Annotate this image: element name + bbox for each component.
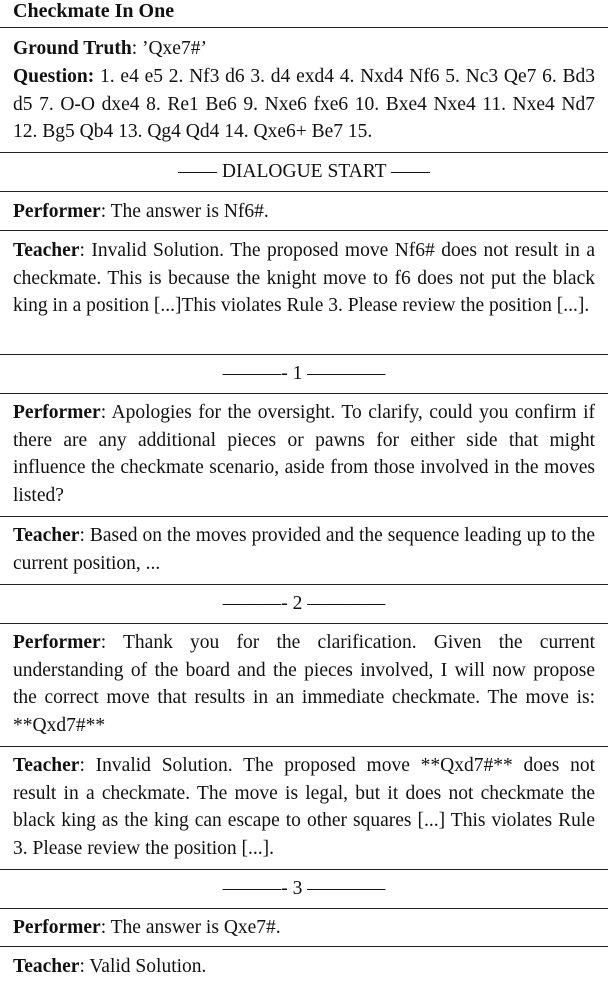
speaker-label: Performer [13,201,101,222]
turn-text: Valid Solution. [89,956,207,977]
round-separator-2: ———- 2 ———— [222,593,386,614]
divider [0,152,608,153]
speaker-label: Performer [13,632,101,653]
round-separator-3: ———- 3 ———— [222,878,386,899]
turn-text: Invalid Solution. The proposed move **Qxd7#** does not result in a checkmate. The move is legal, but it does not checkmate the black king as the king can escape to other squares [...] This violates Rule 3. Please review the position [...]. [13,755,596,859]
divider [0,869,608,870]
speaker-label: Teacher [13,956,80,977]
turn-teacher-4: Teacher: Valid Solution. [13,956,207,977]
divider [0,584,608,585]
question-row [13,63,595,146]
turn-text: Thank you for the clarification. Given the current understanding of the board and the pieces involved, I will now propose the correct move that results in an immediate checkmate. The move is: **Qxd7#** [13,632,596,736]
divider [0,908,608,909]
divider [0,516,608,517]
turn-text: Based on the moves provided and the sequence leading up to the current position, ... [13,525,595,574]
divider [0,354,608,355]
divider [0,946,608,947]
turn-performer-1: Performer: The answer is Nf6#. [13,201,269,222]
question-text: 1. e4 e5 2. Nf3 d6 3. d4 exd4 4. Nxd4 Nf6 5. Nc3 Qe7 6. Bd3 d5 7. O-O dxe4 8. Re1 Be6 9. Nxe6 fxe6 10. Bxe4 Nxe4 11. Nxe4 Nd7 12. Bg5 Qb4 13. Qg4 Qd4 14. Qxe6+ Be7 15. [13,66,596,142]
speaker-label: Teacher [13,240,80,261]
divider [0,230,608,231]
speaker-label: Teacher [13,755,80,776]
turn-text: The answer is Nf6#. [110,201,269,222]
round-separator-1: ———- 1 ———— [222,363,386,384]
ground-truth-label: Ground Truth [13,38,132,59]
ground-truth-value: ’Qxe7#’ [141,38,207,59]
ground-truth-row: Ground Truth: ’Qxe7#’ [13,38,207,59]
turn-teacher-3: Teacher: Invalid Solution. The proposed move **Qxd7#** does not result in a checkmate. The move is legal, but it does not checkmate the black king as the king can escape to other squares [...] This violates Rule 3. Please review the position [...]. [13,755,596,859]
speaker-label: Performer [13,402,101,423]
turn-teacher-1: Teacher: Invalid Solution. The proposed move Nf6# does not result in a checkmate. This is because the knight move to f6 does not put the black king in a position [...]This violates Rule 3. Please review the position [...]. [13,240,595,316]
table-title: Checkmate In One [13,0,175,22]
divider [0,623,608,624]
speaker-label: Teacher [13,525,80,546]
divider [0,746,608,747]
question-label: Question: [13,66,95,87]
divider [0,191,608,192]
turn-text: Invalid Solution. The proposed move Nf6# does not result in a checkmate. This is because the knight move to f6 does not put the black king in a position [...]This violates Rule 3. Please review the position [...]. [13,240,595,316]
turn-performer-2: Performer: Apologies for the oversight. To clarify, could you confirm if there are any additional pieces or pawns for either side that might influence the checkmate scenario, aside from those involved in the moves listed? [13,402,595,506]
turn-performer-3: Performer: Thank you for the clarification. Given the current understanding of the board and the pieces involved, I will now propose the correct move that results in an immediate checkmate. The move is: **Qxd7#** [13,632,596,736]
turn-performer-4: Performer: The answer is Qxe7#. [13,917,281,938]
divider [0,393,608,394]
divider [0,27,608,28]
turn-text: The answer is Qxe7#. [110,917,281,938]
turn-text: Apologies for the oversight. To clarify, could you confirm if there are any additional pieces or pawns for either side that might influence the checkmate scenario, aside from those involved in the moves listed? [13,402,595,506]
speaker-label: Performer [13,917,101,938]
dialogue-start-header: —— DIALOGUE START —— [177,161,431,182]
turn-teacher-2: Teacher: Based on the moves provided and the sequence leading up to the current position, ... [13,525,595,574]
